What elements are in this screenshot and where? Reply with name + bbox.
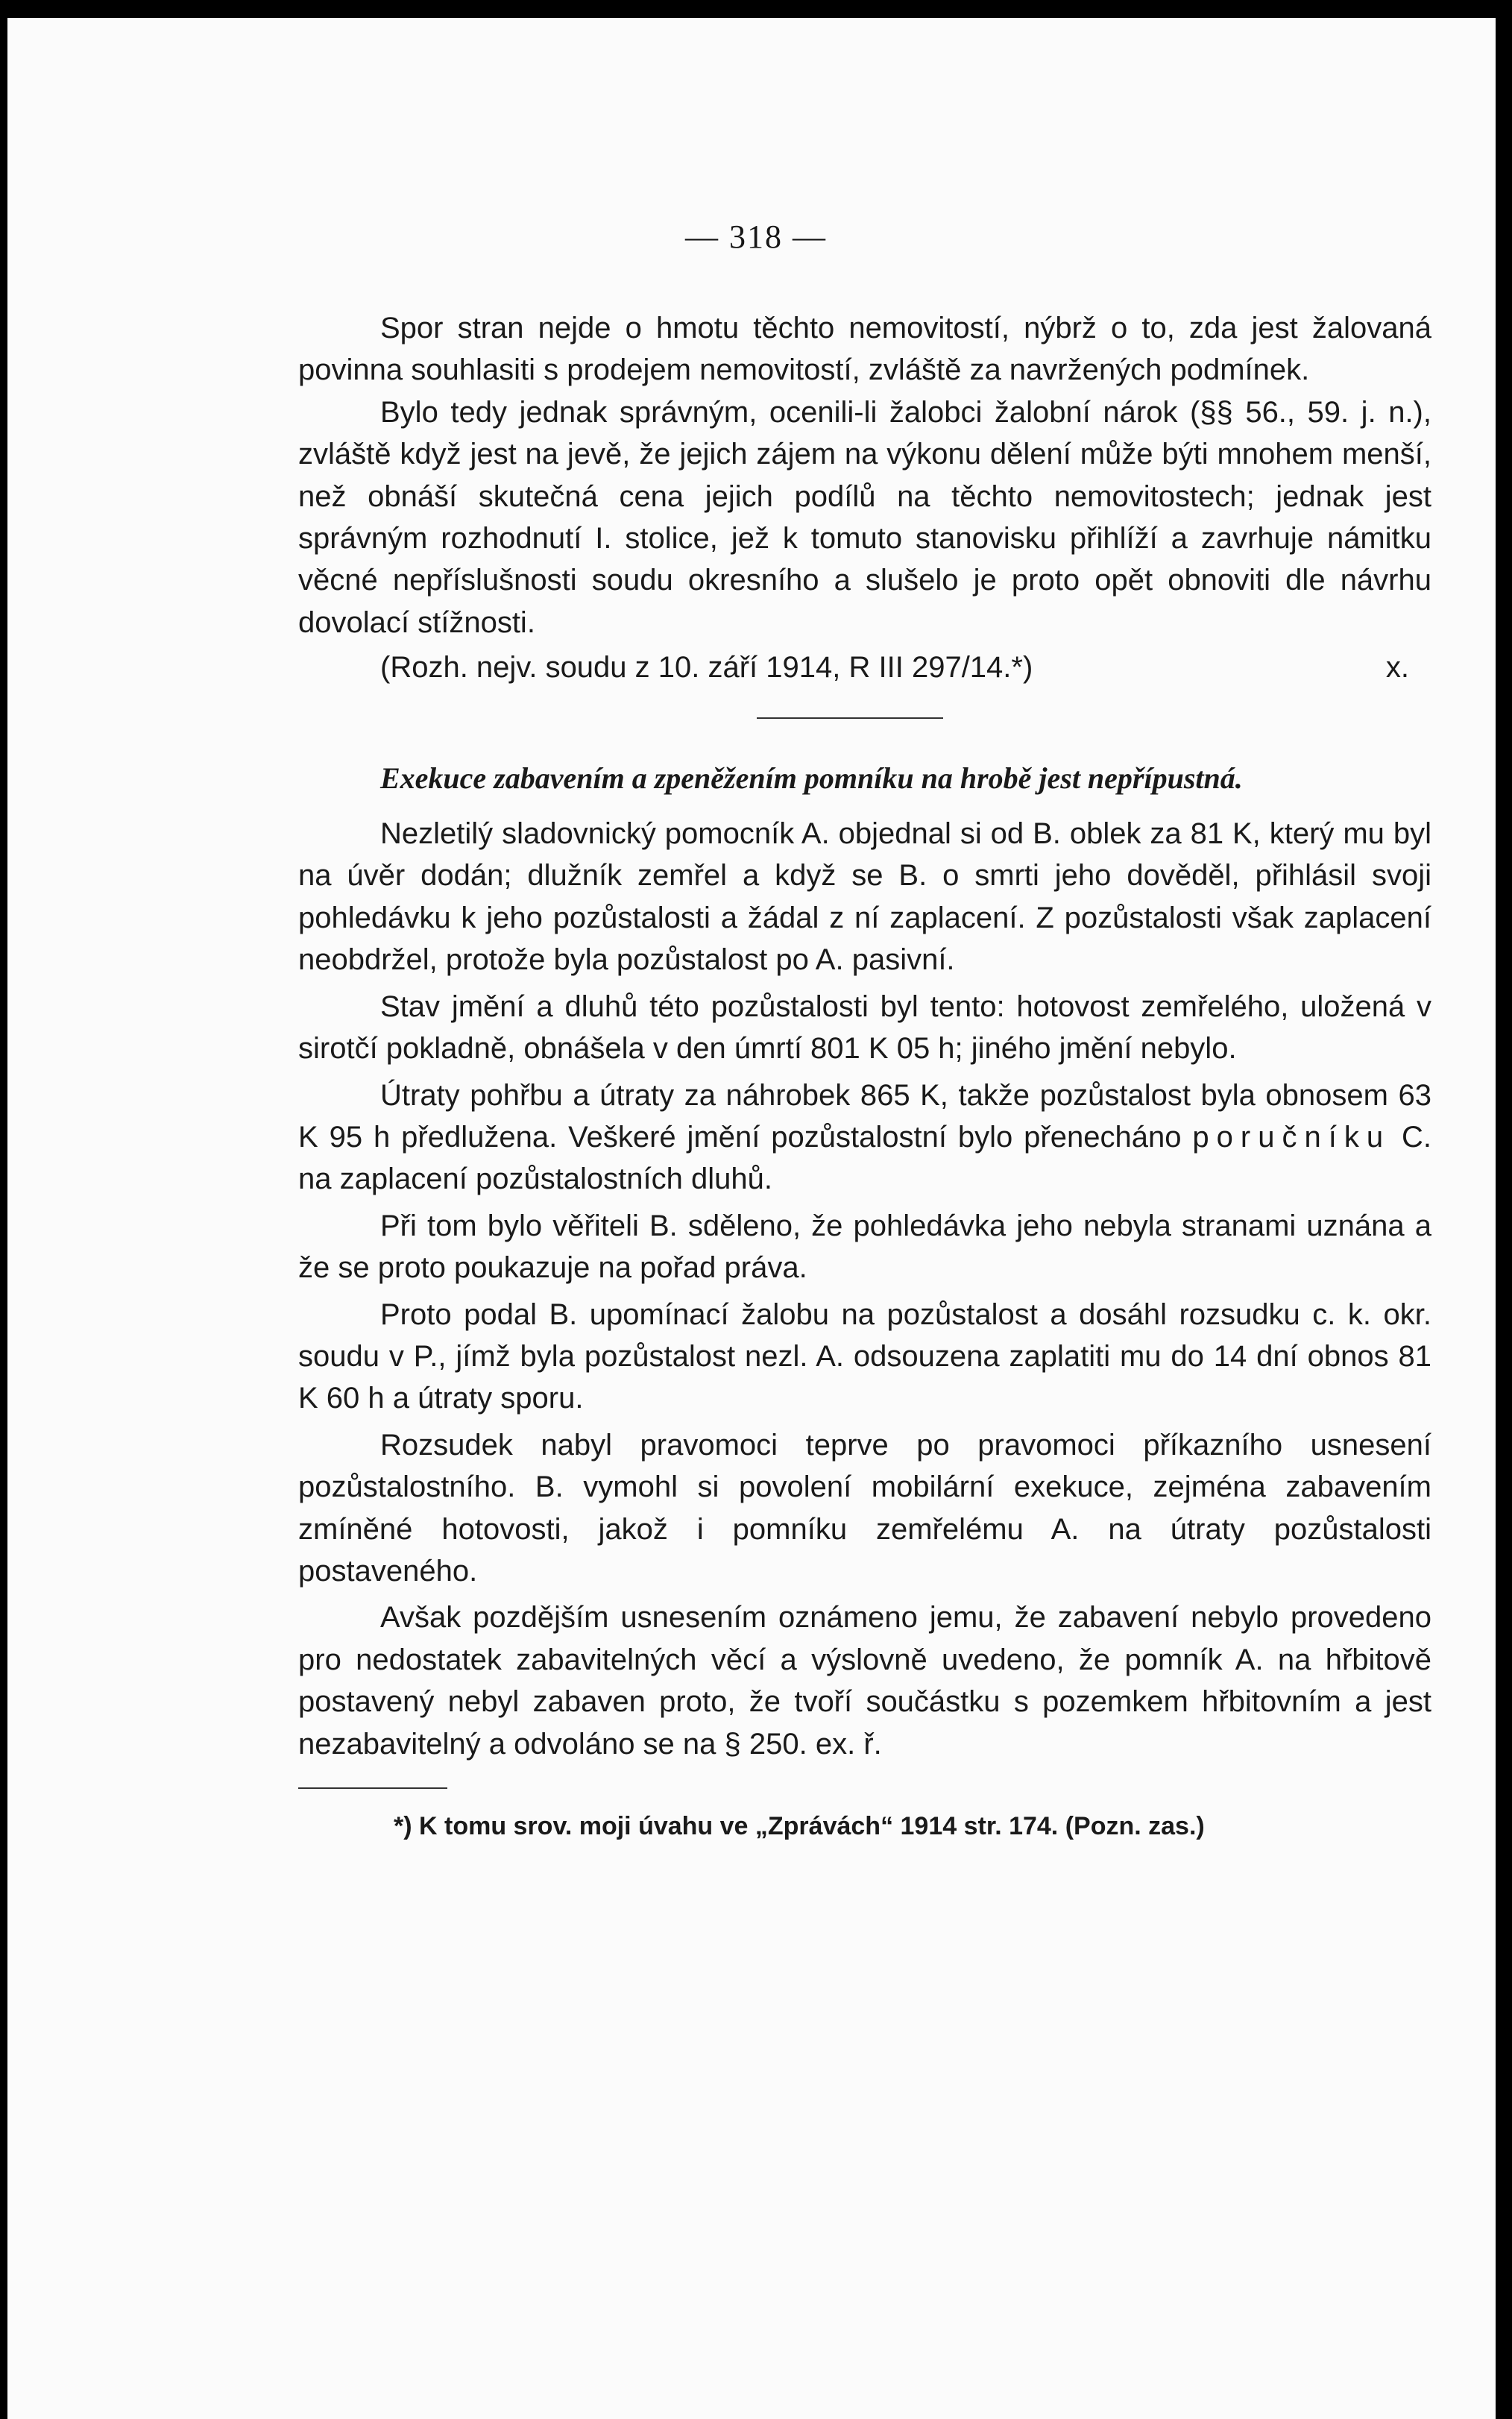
paragraph-ruling: Bylo tedy jednak správným, ocenili-li žalobci žalobní nárok (§§ 56., 59. j. n.), zvláště když jest na jevě, že jejich zájem na výkonu dělení může býti mnohem menší, než obnáší skutečná cena jejich podílů na těchto nemovitostech; jednak jest správným rozhodnutí I. stolice, jež k tomuto stanovisku přihlíží a zavrhuje námitku věcné nepříslušnosti soudu okresního a slušelo je proto opět obnoviti dle návrhu dovolací stížnosti. bbox=[298, 395, 1431, 639]
footnote: *) K tomu srov. moji úvahu ve „Zprávách“ 1914 str. 174. (Pozn. zas.) bbox=[394, 1812, 1205, 1840]
page-number: — 318 — bbox=[685, 218, 827, 255]
citation-text: (Rozh. nejv. soudu z 10. září 1914, R III 297/14.*) bbox=[380, 651, 1033, 685]
costs-text-before: Útraty pohřbu a útraty za náhrobek 865 K, takže pozůstalost byla obnosem 63 K 95 h předlužena. Veškeré jmění pozůstalostní bylo přenecháno bbox=[298, 1078, 1431, 1154]
paragraph-resolution: Avšak pozdějším usnesením oznámeno jemu, že zabavení nebylo provedeno pro nedostatek zabavitelných věcí a výslovně uvedeno, že pomník A. na hřbitově postavený nebyl zabaven proto, že tvoří součástku s pozemkem hřbitovním a jest nezabavitelný a odvoláno se na § 250. ex. ř. bbox=[298, 1601, 1431, 1761]
paragraph-costs bbox=[298, 1075, 1431, 1201]
text-body bbox=[298, 307, 1431, 1847]
costs-text-after: C. na zaplacení pozůstalostních dluhů. bbox=[298, 1120, 1431, 1196]
paragraph-estate: Stav jmění a dluhů této pozůstalosti byl tento: hotovost zemřelého, uložená v sirotčí pokladně, obnášela v den úmrtí 801 K 05 h; jiného jmění nebylo. bbox=[298, 990, 1431, 1066]
paragraph-intro: Spor stran nejde o hmotu těchto nemovitostí, nýbrž o to, zda jest žalovaná povinna souhlasiti s prodejem nemovitostí, zvláště za navržených podmínek. bbox=[298, 312, 1431, 387]
paragraph-facts: Nezletilý sladovnický pomocník A. objednal si od B. oblek za 81 K, který mu byl na úvěr dodán; dlužník zemřel a když se B. o smrti jeho dověděl, přihlásil svoji pohledávku k jeho pozůstalosti a žádal z ní zaplacení. Z pozůstalosti však zaplacení neobdržel, protože byla pozůstalost po A. pasivní. bbox=[298, 817, 1431, 977]
footnote-divider bbox=[298, 1787, 447, 1789]
section-divider bbox=[757, 717, 943, 719]
costs-spaced-word: poručníku bbox=[1192, 1120, 1391, 1154]
paragraph-judgment: Rozsudek nabyl pravomoci teprve po pravomoci příkazního usnesení pozůstalostního. B. vymohl si povolení mobilární exekuce, zejména zabavením zmíněné hotovosti, jakož i pomníku zemřelému A. na útraty pozůstalosti postaveného. bbox=[298, 1428, 1431, 1588]
case-heading: Exekuce zabavením a zpeněžením pomníku na hrobě jest nepřípustná. bbox=[380, 761, 1243, 795]
citation-line bbox=[298, 647, 1431, 688]
citation-mark: x. bbox=[1385, 651, 1409, 685]
paragraph-notice: Při tom bylo věřiteli B. sděleno, že pohledávka jeho nebyla stranami uznána a že se proto poukazuje na pořad práva. bbox=[298, 1209, 1431, 1285]
paragraph-lawsuit: Proto podal B. upomínací žalobu na pozůstalost a dosáhl rozsudku c. k. okr. soudu v P., jímž byla pozůstalost nezl. A. odsouzena zaplatiti mu do 14 dní obnos 81 K 60 h a útraty sporu. bbox=[298, 1297, 1431, 1415]
